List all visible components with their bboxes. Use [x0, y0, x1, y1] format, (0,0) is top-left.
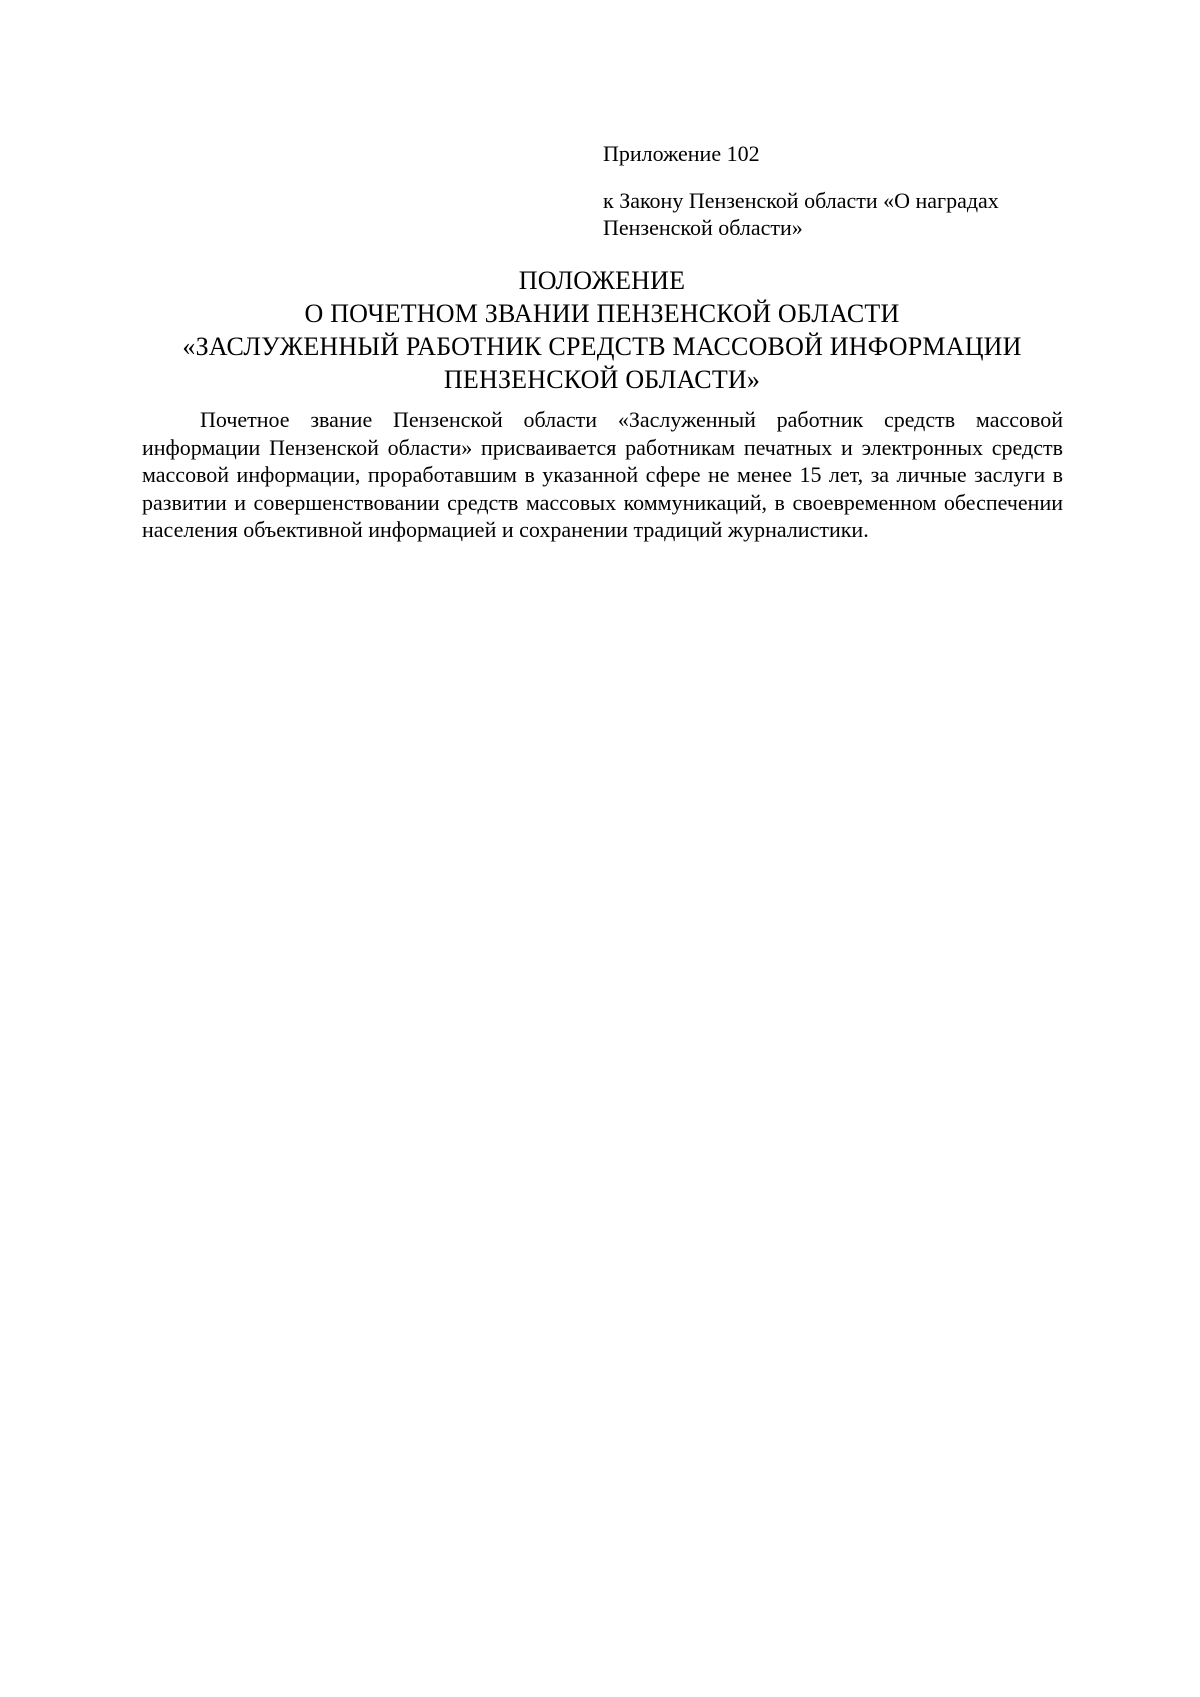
title-line-4: ПЕНЗЕНСКОЙ ОБЛАСТИ» [443, 365, 761, 394]
title-line-2: О ПОЧЕТНОМ ЗВАНИИ ПЕНЗЕНСКОЙ ОБЛАСТИ [304, 299, 900, 328]
document-title [140, 264, 1064, 396]
body-paragraph: Почетное звание Пензенской области «Заслуженный работник средств массовой информации Пензенской области» присваивается работникам печатных и электронных средств массовой информации, проработавшим в указанной сфере не менее 15 лет, за личные заслуги в развитии и совершенствовании средств массовых коммуникаций, в своевременном обеспечении населения объективной информацией и сохранении традиций журналистики. [142, 407, 1063, 542]
appendix-number: Приложение 102 [603, 141, 760, 166]
appendix-law-reference: к Закону Пензенской области «О наградах Пензенской области» [603, 188, 999, 240]
appendix-block [603, 140, 1073, 241]
title-line-3: «ЗАСЛУЖЕННЫЙ РАБОТНИК СРЕДСТВ МАССОВОЙ ИНФОРМАЦИИ [182, 332, 1022, 361]
title-line-1: ПОЛОЖЕНИЕ [518, 266, 686, 295]
